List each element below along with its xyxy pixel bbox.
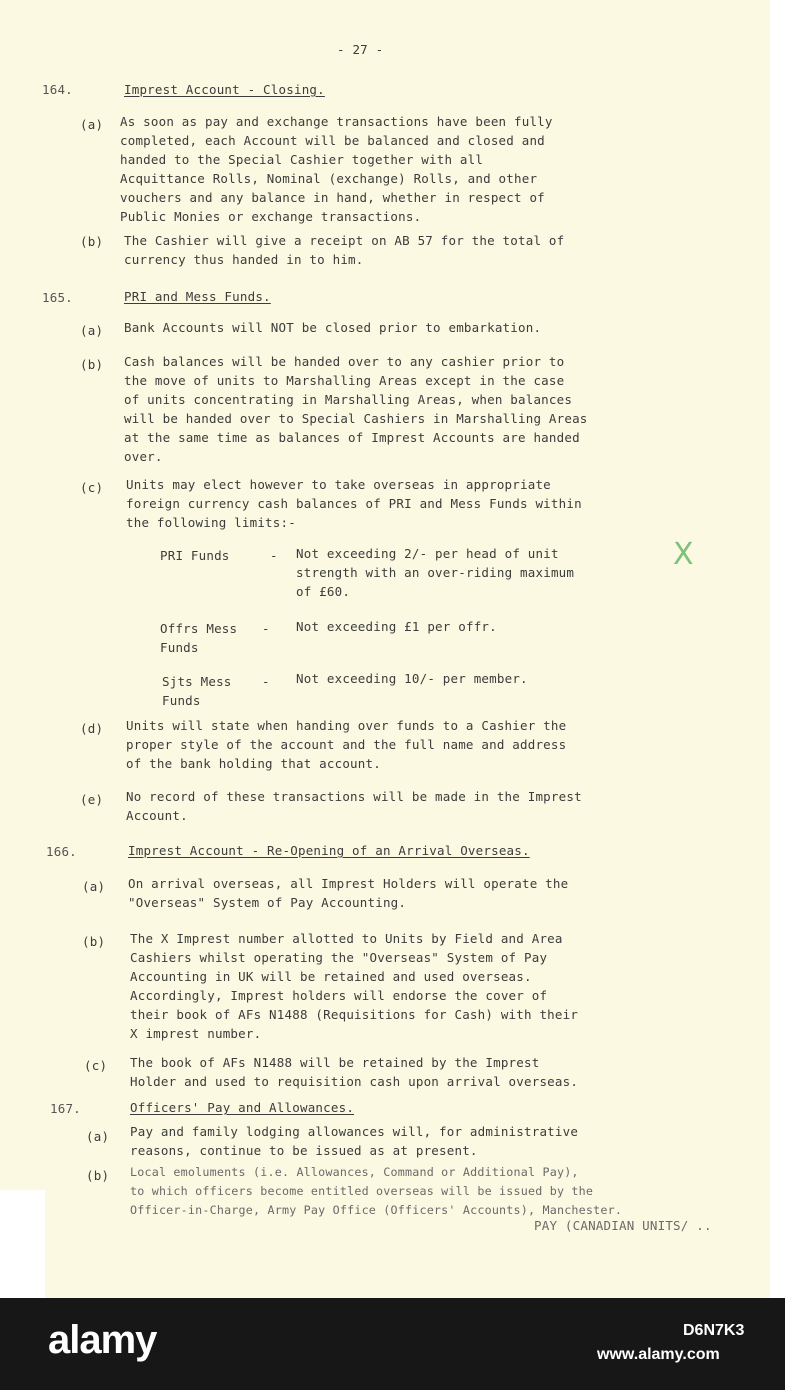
- section-number-165: 165.: [42, 290, 73, 305]
- footer-note: PAY (CANADIAN UNITS/ ..: [534, 1218, 712, 1233]
- item-text: The X Imprest number allotted to Units by Field and Area Cashiers whilst operating the "Overseas" System of Pay Accounting in UK will be retained and used overseas. Accordingly, Imprest holders will endorse the cover of their book of AFs N1488 (Requisitions for Cash) with their X imprest number.: [130, 931, 579, 1041]
- margin-check-mark: X: [673, 537, 694, 572]
- item-label: (c): [84, 1058, 108, 1073]
- limit-fund: Offrs Mess Funds: [160, 621, 238, 655]
- section-heading-164: Imprest Account - Closing.: [124, 82, 325, 97]
- item-text: Pay and family lodging allowances will, for administrative reasons, continue to be issued as at present.: [130, 1124, 579, 1158]
- limit-text: Not exceeding 2/- per head of unit strength with an over-riding maximum of £60.: [296, 546, 575, 599]
- limit-text: Not exceeding £1 per offr.: [296, 619, 497, 634]
- item-text: Units will state when handing over funds to a Cashier the proper style of the account and the full name and address of the bank holding that account.: [126, 718, 567, 771]
- item-label: (a): [80, 323, 104, 338]
- limit-fund: PRI Funds: [160, 548, 230, 563]
- image-id: D6N7K3: [683, 1322, 745, 1339]
- section-number-167: 167.: [50, 1101, 81, 1116]
- limit-dash: -: [262, 674, 270, 689]
- item-label: (d): [80, 721, 104, 736]
- item-text: Bank Accounts will NOT be closed prior to embarkation.: [124, 320, 542, 335]
- limit-dash: -: [270, 548, 278, 563]
- item-text: The book of AFs N1488 will be retained by the Imprest Holder and used to requisition cash upon arrival overseas.: [130, 1055, 579, 1089]
- section-heading-166: Imprest Account - Re-Opening of an Arrival Overseas.: [128, 843, 530, 858]
- item-label: (b): [80, 357, 104, 372]
- item-text: On arrival overseas, all Imprest Holders will operate the "Overseas" System of Pay Accounting.: [128, 876, 569, 910]
- site-url: www.alamy.com: [597, 1346, 720, 1363]
- section-number-164: 164.: [42, 82, 73, 97]
- section-heading-165: PRI and Mess Funds.: [124, 289, 271, 304]
- alamy-logo: alamy: [48, 1318, 157, 1362]
- item-text: Cash balances will be handed over to any cashier prior to the move of units to Marshalling Areas except in the case of units concentrating in Marshalling Areas, when balances will be handed over to Special Cashiers in Marshalling Areas at the same time as balances of Imprest Accounts are handed over.: [124, 354, 588, 464]
- item-label: (b): [86, 1168, 110, 1183]
- item-label: (b): [82, 934, 106, 949]
- limit-dash: -: [262, 621, 270, 636]
- item-text: The Cashier will give a receipt on AB 57 for the total of currency thus handed in to him.: [124, 233, 565, 267]
- item-label: (a): [86, 1129, 110, 1144]
- item-label: (a): [80, 117, 104, 132]
- section-number-166: 166.: [46, 844, 77, 859]
- item-label: (e): [80, 792, 104, 807]
- section-heading-167: Officers' Pay and Allowances.: [130, 1100, 355, 1115]
- item-text: No record of these transactions will be made in the Imprest Account.: [126, 789, 582, 823]
- page-number: - 27 -: [337, 42, 384, 57]
- item-label: (a): [82, 879, 106, 894]
- limit-text: Not exceeding 10/- per member.: [296, 671, 528, 686]
- item-text: As soon as pay and exchange transactions have been fully completed, each Account will be balanced and closed and handed to the Special Cashier together with all Acquittance Rolls, Nominal (exchange) Rolls, and other vouchers and any balance in hand, whether in respect of Public Monies or exchange transactions.: [120, 114, 553, 224]
- item-text: Units may elect however to take overseas in appropriate foreign currency cash balances of PRI and Mess Funds within the following limits:-: [126, 477, 582, 530]
- item-text: Local emoluments (i.e. Allowances, Command or Additional Pay), to which officers become entitled overseas will be issued by the Officer-in-Charge, Army Pay Office (Officers' Accounts), Manchester.: [130, 1165, 623, 1217]
- limit-fund: Sjts Mess Funds: [162, 674, 232, 708]
- item-label: (c): [80, 480, 104, 495]
- item-label: (b): [80, 234, 104, 249]
